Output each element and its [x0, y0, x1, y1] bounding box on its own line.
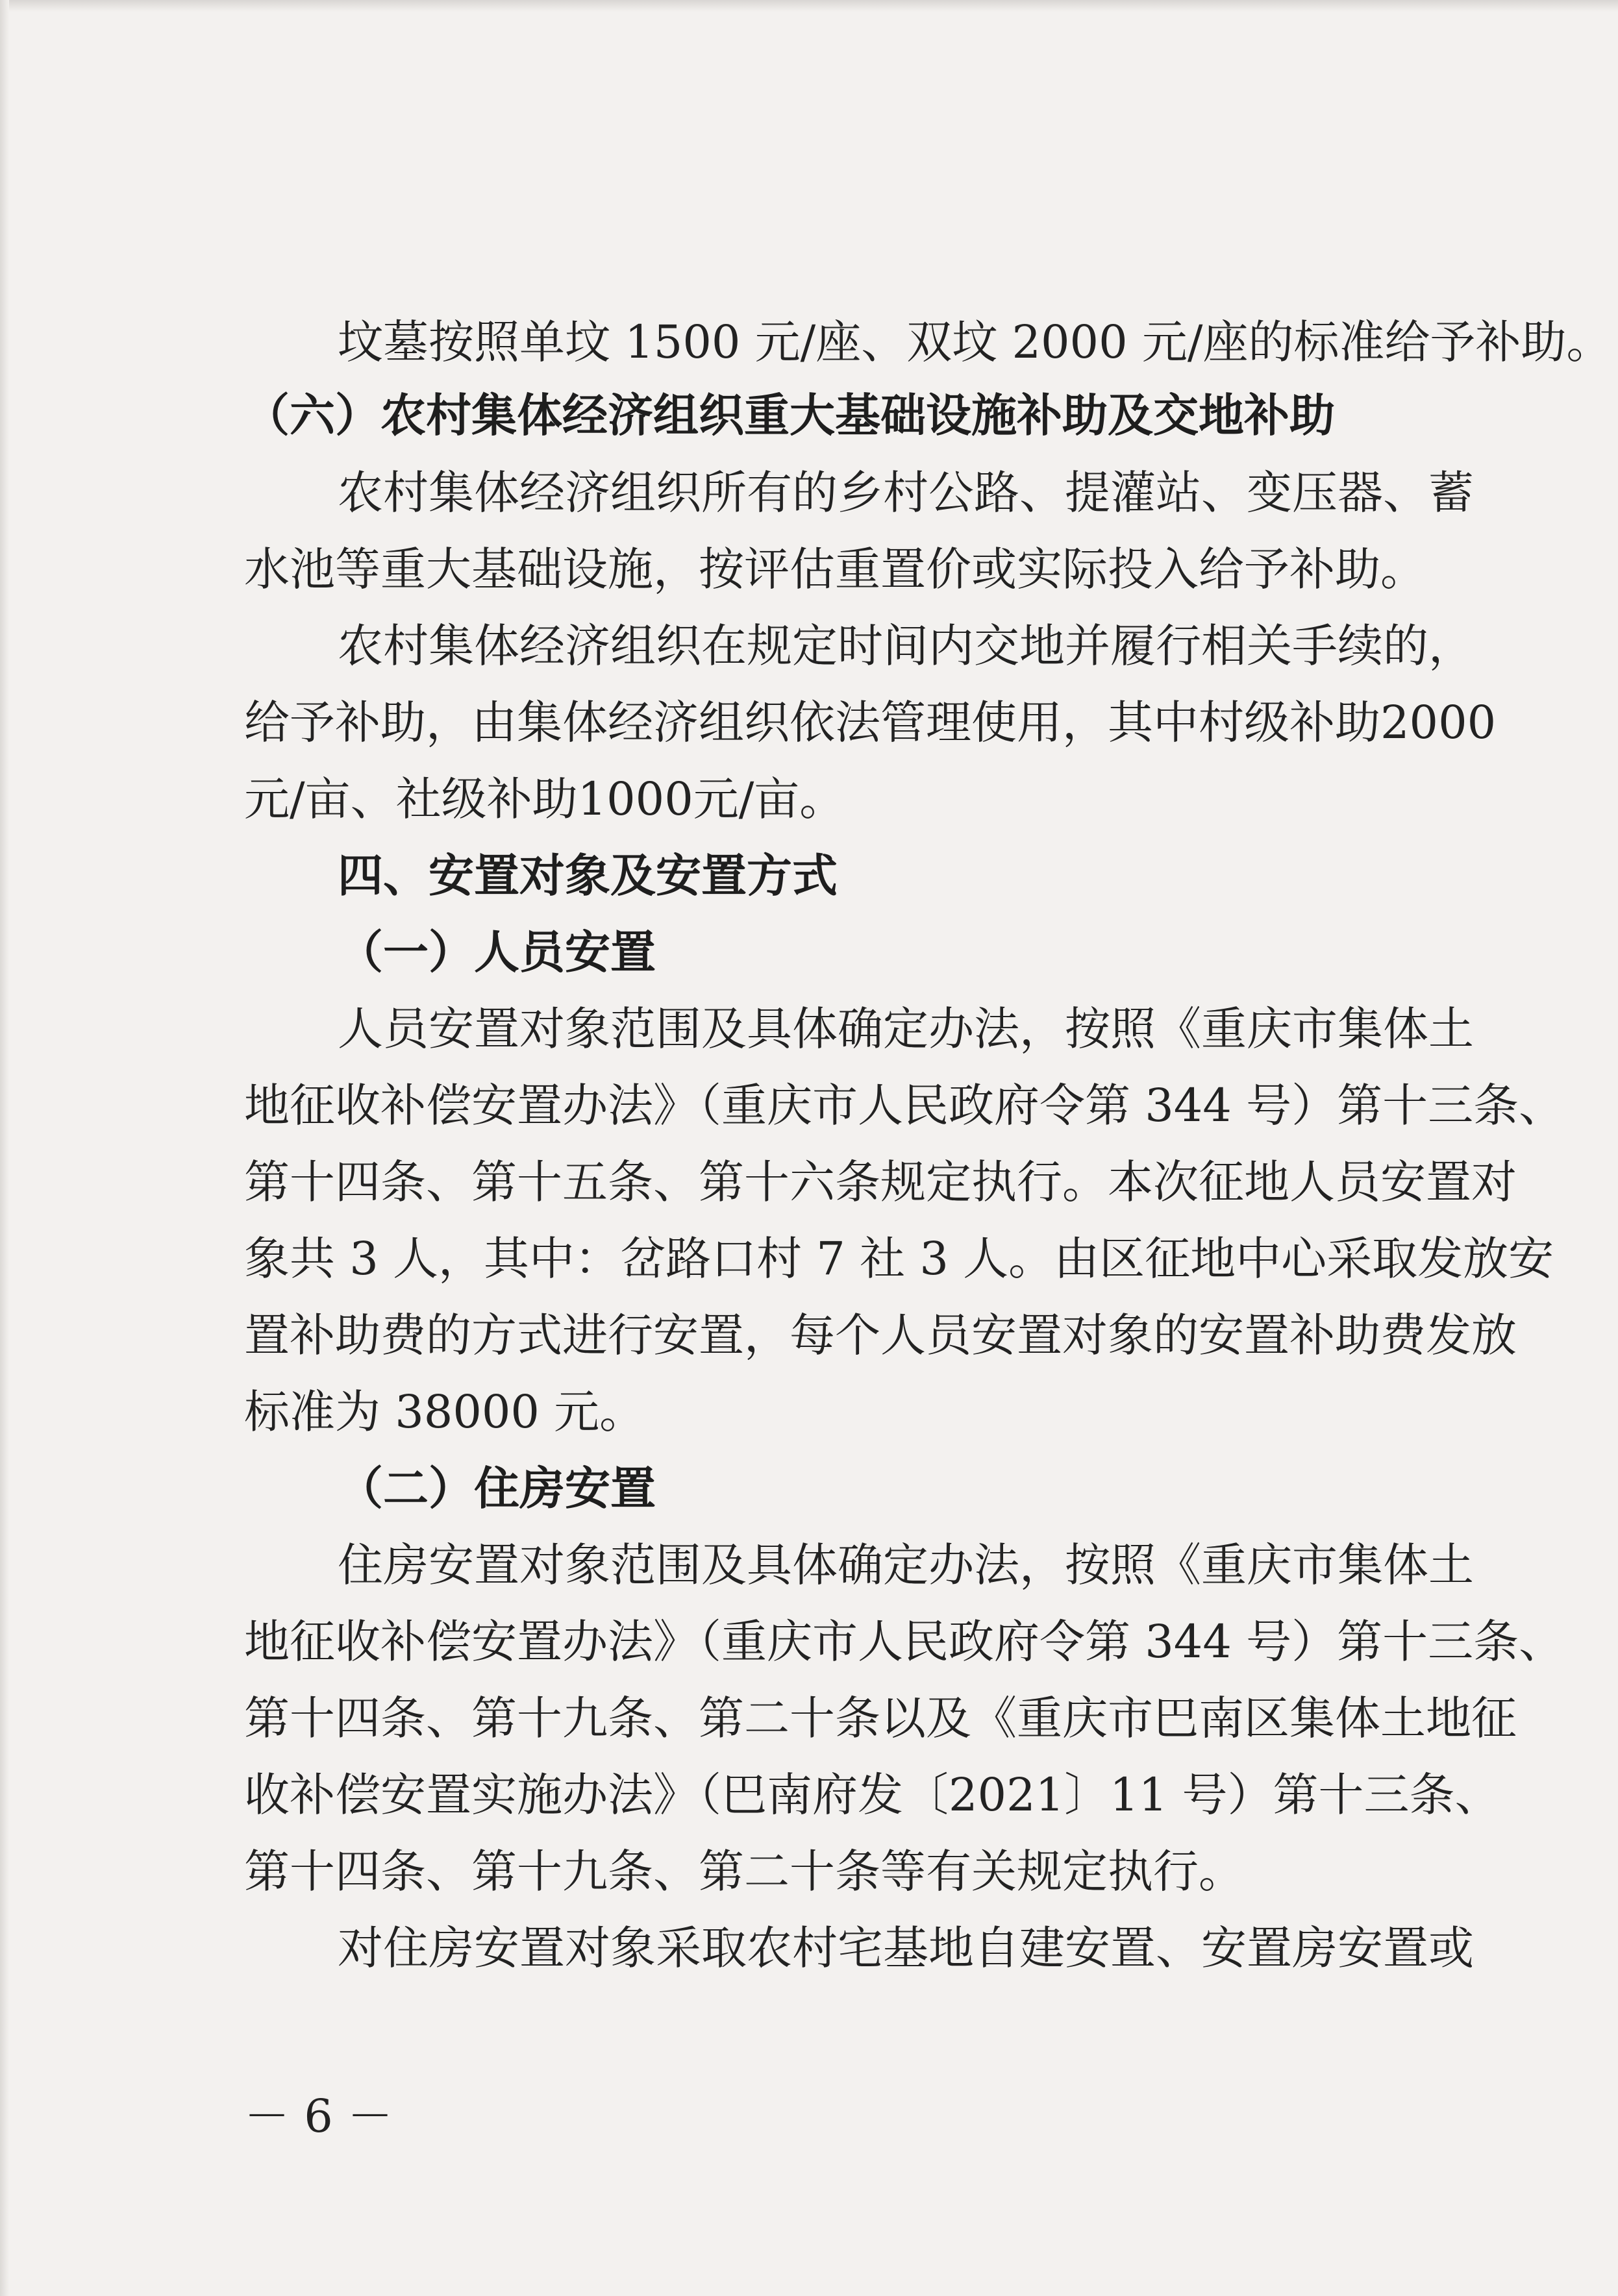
paragraph-line: 第十四条、第十九条、第二十条等有关规定执行。: [244, 1845, 1244, 1898]
paragraph-line: 农村集体经济组织所有的乡村公路、提灌站、变压器、蓄: [338, 466, 1474, 519]
scan-edge: [0, 0, 1618, 12]
paragraph-line: 对住房安置对象采取农村宅基地自建安置、安置房安置或: [338, 1921, 1474, 1975]
paragraph-line: 收补偿安置实施办法》（巴南府发〔2021〕11 号）第十三条、: [244, 1768, 1500, 1821]
paragraph-line: 标准为 38000 元。: [244, 1385, 645, 1438]
paragraph-line: 给予补助，由集体经济组织依法管理使用，其中村级补助2000: [244, 696, 1497, 749]
section-subheading: （一）人员安置: [338, 926, 656, 979]
scan-edge: [0, 0, 9, 2296]
paragraph-line: 第十四条、第十五条、第十六条规定执行。本次征地人员安置对: [244, 1155, 1517, 1209]
paragraph-line: 置补助费的方式进行安置，每个人员安置对象的安置补助费发放: [244, 1309, 1517, 1362]
paragraph-line: 地征收补偿安置办法》（重庆市人民政府令第 344 号）第十三条、: [244, 1615, 1565, 1668]
section-heading: 四、安置对象及安置方式: [338, 849, 838, 902]
paragraph-line: 农村集体经济组织在规定时间内交地并履行相关手续的，: [338, 619, 1474, 673]
paragraph-line: 元/亩、社级补助1000元/亩。: [244, 772, 845, 826]
paragraph-line: 坟墓按照单坟 1500 元/座、双坟 2000 元/座的标准给予补助。: [338, 315, 1612, 369]
page-number: － 6 －: [244, 2090, 393, 2143]
section-subheading: （六）农村集体经济组织重大基础设施补助及交地补助: [244, 389, 1335, 442]
paragraph-line: 第十四条、第十九条、第二十条以及《重庆市巴南区集体土地征: [244, 1692, 1517, 1745]
paragraph-line: 水池等重大基础设施，按评估重置价或实际投入给予补助。: [244, 543, 1426, 596]
section-subheading: （二）住房安置: [338, 1462, 656, 1515]
paragraph-line: 人员安置对象范围及具体确定办法，按照《重庆市集体土: [338, 1002, 1474, 1055]
paragraph-line: 住房安置对象范围及具体确定办法，按照《重庆市集体土: [338, 1538, 1474, 1592]
paragraph-line: 地征收补偿安置办法》（重庆市人民政府令第 344 号）第十三条、: [244, 1079, 1565, 1132]
paragraph-line: 象共 3 人，其中：岔路口村 7 社 3 人。由区征地中心采取发放安: [244, 1232, 1554, 1285]
